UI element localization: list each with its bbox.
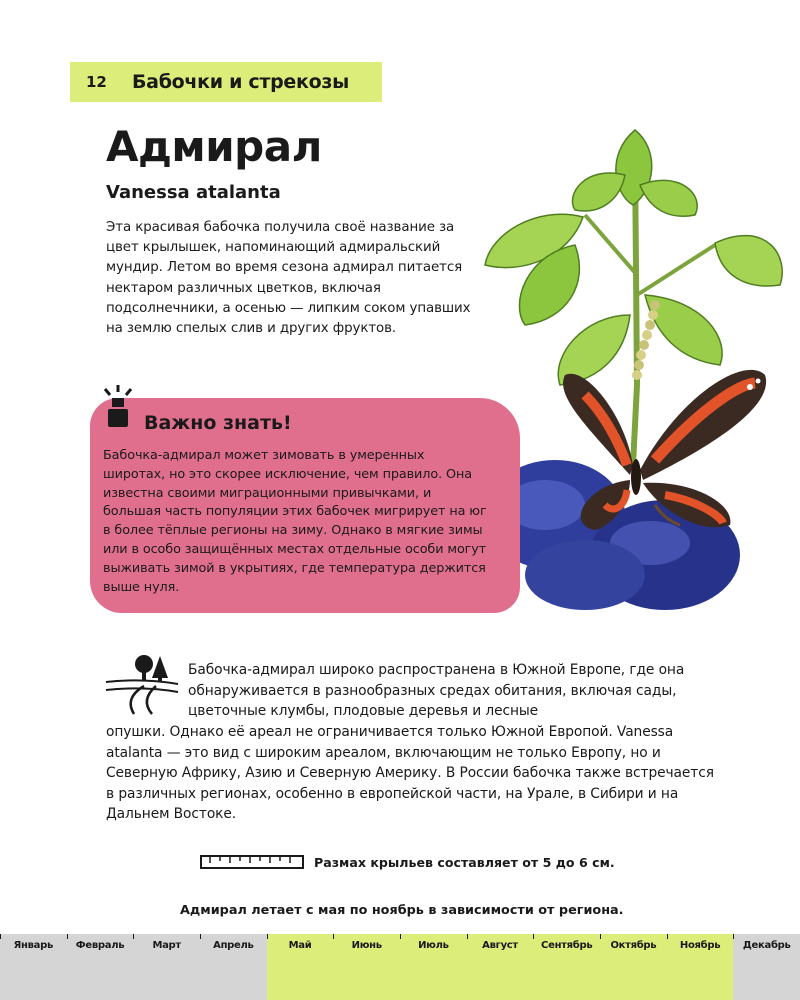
plums-icon — [485, 460, 740, 610]
intro-paragraph: Эта красивая бабочка получила своё название за цвет крылышек, напоминающий адмиральский мундир. Летом во время сезона адмирал питается нектаром различных цветков, включая подсолнечники, а осенью — липким соком упавших на землю спелых слив и других фруктов. — [106, 220, 471, 337]
species-title: Адмирал — [106, 122, 322, 171]
info-icon — [97, 383, 139, 431]
month-may: Май — [267, 934, 334, 1000]
month-bar — [0, 934, 800, 1000]
month-july: Июль — [400, 934, 467, 1000]
page-number: 12 — [86, 73, 107, 91]
month-august: Август — [467, 934, 534, 1000]
info-title: Важно знать! — [144, 412, 292, 434]
wingspan-text: Размах крыльев составляет от 5 до 6 см. — [314, 855, 615, 870]
chapter-header — [70, 62, 382, 102]
flight-period-text: Адмирал летает с мая по ноябрь в зависимости от региона. — [180, 903, 624, 918]
month-december: Декабрь — [733, 934, 800, 1000]
butterfly-icon — [563, 370, 766, 530]
info-text: Бабочка-адмирал может зимовать в умеренных широтах, но это скорее исключение, чем правило. Она известна своими миграционными привычками, и большая часть популяции этих бабочек мигрирует на юг в более тёплые регионы на зиму. Однако в мягкие зимы или в особо защищённых местах отдельные особи могут выживать зимой в укрытиях, где температура держится выше нуля. — [103, 448, 487, 595]
month-june: Июнь — [333, 934, 400, 1000]
month-april: Апрель — [200, 934, 267, 1000]
species-latin-name: Vanessa atalanta — [106, 182, 281, 203]
month-january: Январь — [0, 934, 67, 1000]
chapter-title: Бабочки и стрекозы — [132, 71, 349, 93]
month-february: Февраль — [67, 934, 134, 1000]
habitat-paragraph-part2: опушки. Однако её ареал не ограничивается только Южной Европой. Vanessa atalanta — это вид с широким ареалом, включающим не только Европу, но и Северную Африку, Азию и Северную Америку. В России бабочка также встречается в различных регионах, особенно в европейской части, на Урале, в Сибири и на Дальнем Востоке. — [106, 724, 714, 823]
ruler-icon — [200, 852, 304, 872]
month-october: Октябрь — [600, 934, 667, 1000]
month-march: Март — [133, 934, 200, 1000]
month-november: Ноябрь — [667, 934, 734, 1000]
habitat-paragraph-part1: Бабочка-адмирал широко распространена в Южной Европе, где она обнаруживается в разнообразных средах обитания, включая сады, цветочные клумбы, плодовые деревья и лесные — [188, 662, 685, 720]
habitat-icon — [104, 652, 180, 716]
month-september: Сентябрь — [533, 934, 600, 1000]
